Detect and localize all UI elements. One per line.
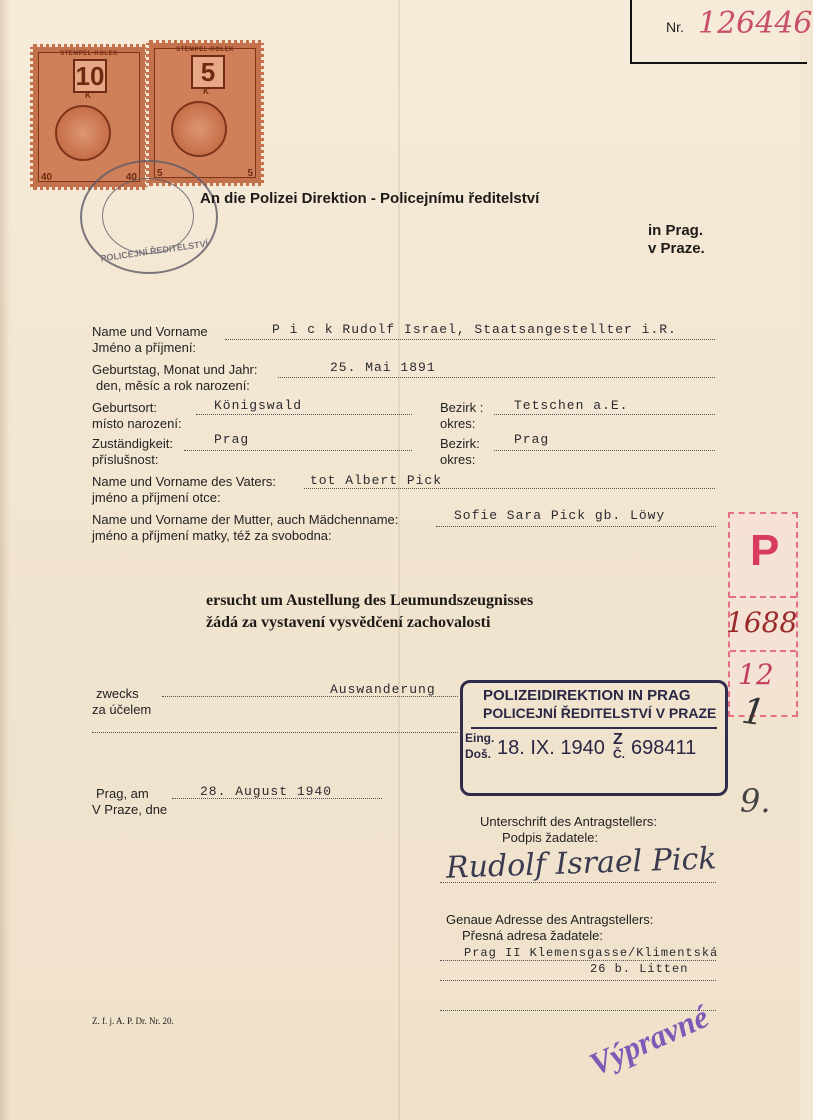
date-value: 28. August 1940	[200, 784, 333, 799]
stamp-footer-right: 40	[125, 172, 137, 183]
police-stamp-z: Z	[613, 731, 623, 748]
stamp-footer-left: 40	[41, 172, 53, 183]
number-label: Nr.	[666, 19, 684, 35]
date-label-de: Prag, am	[96, 786, 149, 801]
lion-emblem-icon	[171, 101, 227, 157]
police-stamp-line2: POLICEJNÍ ŘEDITELSTVÍ V PRAZE	[483, 705, 717, 721]
address-label-de: Genaue Adresse des Antragstellers:	[446, 912, 654, 927]
request-cz: žádá za vystavení vysvědčení zachovalosti	[206, 614, 491, 631]
police-seal	[80, 160, 218, 274]
name-label-cz: Jméno a příjmení:	[92, 340, 197, 355]
stamp-footer-right: 5	[247, 168, 253, 179]
father-value: tot Albert Pick	[310, 473, 443, 488]
stamp-currency: K	[203, 87, 209, 96]
annotation-nine: 9.	[740, 782, 771, 820]
birthplace-district-value: Tetschen a.E.	[514, 398, 629, 413]
lion-emblem-icon	[55, 105, 111, 161]
domicile-district-de: Bezirk:	[440, 436, 480, 451]
police-stamp-number: 698411	[631, 737, 697, 759]
stamp-footer-left: 5	[157, 168, 163, 179]
mother-label-cz: jméno a příjmení matky, též za svobodna:	[92, 528, 332, 543]
domicile-district-cz: okres:	[440, 452, 476, 467]
police-stamp-c: Č.	[613, 747, 625, 761]
domicile-district-value: Prag	[514, 432, 550, 447]
request-de: ersucht um Austellung des Leumundszeugnisses	[206, 592, 534, 609]
purpose-label-cz: za účelem	[92, 702, 152, 717]
registry-num2: 12	[738, 658, 774, 691]
stamp-header: STEMPEL-KOLEK	[60, 51, 118, 57]
applicant-signature: Rudolf Israel Pick	[445, 841, 718, 886]
date-label-cz: V Praze, dne	[92, 802, 168, 817]
police-stamp-dos: Doš.	[465, 747, 492, 761]
registry-letter: P	[750, 526, 780, 575]
number-box	[630, 0, 813, 64]
birthplace-district-de: Bezirk :	[440, 400, 484, 415]
annotation-one: 1	[739, 690, 768, 735]
stamp-currency: K	[85, 91, 91, 100]
domicile-label-cz: příslušnost:	[92, 452, 159, 467]
number-value: 126446	[698, 6, 813, 41]
domicile-value: Prag	[214, 432, 250, 447]
police-stamp-line1: POLIZEIDIREKTION IN PRAG	[483, 687, 691, 704]
signature-label-de: Unterschrift des Antragstellers:	[480, 814, 658, 829]
mother-value: Sofie Sara Pick gb. Löwy	[454, 508, 666, 523]
birthplace-district-cz: okres:	[440, 416, 476, 431]
domicile-label-de: Zuständigkeit:	[92, 436, 173, 451]
fold-line	[398, 0, 400, 1120]
birth-label-cz: den, měsíc a rok narození:	[96, 378, 250, 393]
address-line1: Prag II Klemensgasse/Klimentská	[464, 946, 719, 960]
purpose-value: Auswanderung	[330, 682, 436, 697]
police-receipt-stamp	[460, 680, 728, 796]
birth-value: 25. Mai 1891	[330, 360, 436, 375]
police-stamp-eing: Eing.	[465, 731, 495, 745]
stamp-value: 5	[191, 55, 225, 89]
name-label-de: Name und Vorname	[92, 324, 208, 339]
registry-num1: 1688	[726, 606, 798, 639]
address-label-cz: Přesná adresa žadatele:	[462, 928, 603, 943]
form-code: Z. f. j. A. P. Dr. Nr. 20.	[92, 1016, 174, 1026]
seal-text: POLICEJNÍ ŘEDITELSTVÍ	[99, 238, 209, 264]
stamp-vypravne: Výpravné	[583, 997, 714, 1083]
father-label-cz: jméno a příjmení otce:	[92, 490, 221, 505]
purpose-label-de: zwecks	[96, 686, 139, 701]
addressee-city-de: in Prag.	[648, 222, 704, 239]
birthplace-label-de: Geburtsort:	[92, 400, 158, 415]
registry-box	[728, 512, 798, 717]
mother-label-de: Name und Vorname der Mutter, auch Mädchenname:	[92, 512, 399, 527]
name-value: P i c k Rudolf Israel, Staatsangestellter i.R.	[272, 322, 677, 337]
birthplace-label-cz: místo narození:	[92, 416, 182, 431]
stamp-value: 10	[73, 59, 107, 93]
addressee-line: An die Polizei Direktion - Policejnímu ředitelství	[200, 190, 540, 207]
paper-edge	[0, 0, 10, 1120]
birthplace-value: Königswald	[214, 398, 303, 413]
police-stamp-date: 18. IX. 1940	[497, 737, 605, 759]
address-line2: 26 b. Litten	[590, 962, 689, 976]
addressee-city-cz: v Praze.	[648, 240, 705, 257]
stamp-header: STEMPEL-KOLEK	[176, 47, 234, 53]
father-label-de: Name und Vorname des Vaters:	[92, 474, 277, 489]
signature-label-cz: Podpis žadatele:	[502, 830, 599, 845]
birth-label-de: Geburtstag, Monat und Jahr:	[92, 362, 258, 377]
